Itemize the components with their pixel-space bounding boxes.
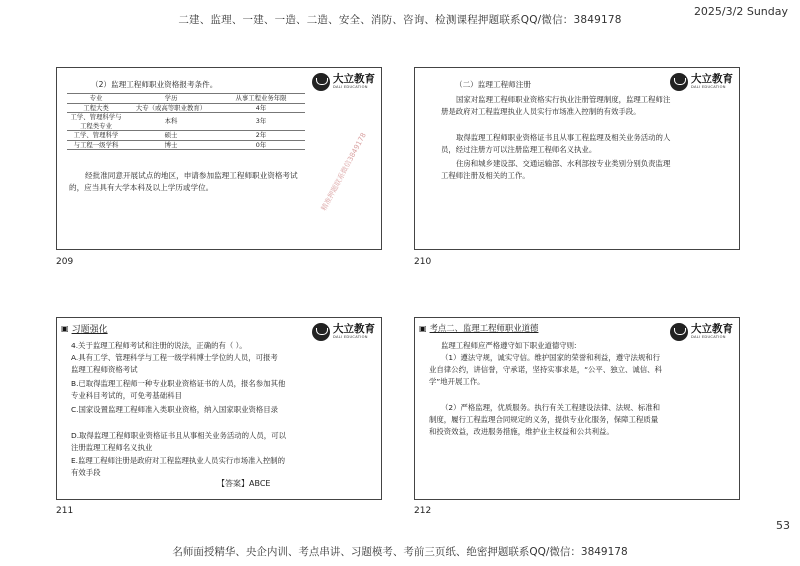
slide-number: 211 (56, 506, 74, 516)
logo-text: 大立教育 (691, 73, 733, 86)
table-cell: 硕士 (125, 131, 217, 141)
page-number: 53 (776, 519, 790, 532)
logo (670, 73, 733, 91)
page-header: 二建、监理、一建、一造、二造、安全、消防、咨询、检测课程押题联系QQ/微信：3849178 (178, 14, 622, 26)
book-icon: ▣ (61, 324, 69, 333)
logo-subtext: DALI EDUCATION (333, 334, 368, 339)
slide-paragraph: 住房和城乡建设部、交通运输部、水利部按专业类别分别负责监理工程师注册及相关的工作。 (441, 159, 671, 180)
logo-text: 大立教育 (691, 323, 733, 336)
slide-title: （2）监理工程师职业资格报考条件。 (91, 80, 218, 89)
requirements-table (67, 93, 305, 150)
section-title: 习题强化 (71, 325, 108, 335)
logo-icon (670, 73, 688, 91)
slide-title: （二）监理工程师注册 (455, 80, 531, 89)
table-cell: 0年 (217, 140, 305, 150)
slide-paragraph: （2）严格监理，优质服务。执行有关工程建设法律、法规、标准和制度，履行工程监理合同规定的义务，提供专业化服务，保障工程质量和投资效益，改进服务措施，维护业主权益和公共利益。 (429, 403, 661, 436)
section-title: 考点二、监理工程师职业道德 (429, 323, 539, 333)
slide-number: 209 (56, 257, 74, 267)
table-header: 从事工程业务年限 (217, 94, 305, 104)
table-cell: 3年 (217, 113, 305, 131)
logo-icon (312, 73, 330, 91)
section-heading (419, 322, 538, 334)
question-text: 4.关于监理工程师考试和注册的说法，正确的有（ ）。 (71, 341, 247, 350)
table-row (67, 131, 305, 141)
table-row (67, 140, 305, 150)
table-header: 专业 (67, 94, 125, 104)
logo (312, 73, 375, 91)
table-cell: 本科 (125, 113, 217, 131)
table-cell: 大专（或高等职业教育） (125, 103, 217, 113)
table-cell: 博士 (125, 140, 217, 150)
table-cell: 4年 (217, 103, 305, 113)
slide-paragraph: 取得监理工程师职业资格证书且从事工程监理及相关业务活动的人员，经过注册方可以注册监理工程师名义执业。 (441, 133, 671, 154)
logo-text: 大立教育 (333, 323, 375, 336)
slide-212 (414, 317, 740, 500)
slide-211 (56, 317, 382, 500)
logo-icon (312, 323, 330, 341)
page-footer: 名师面授精华、央企内训、考点串讲、习题模考、考前三页纸、绝密押题联系QQ/微信：3849178 (172, 546, 628, 558)
option-b: B.已取得监理工程师一种专业职业资格证书的人员，报名参加其他专业科目考试的，可免考基础科目 (71, 379, 286, 400)
table-row (67, 103, 305, 113)
table-cell: 工程大类 (67, 103, 125, 113)
slide-paragraph: （1）遵法守规，诚实守信。维护国家的荣誉和利益，遵守法规和行业自律公约，讲信誉，守承诺，坚持实事求是，“公平、独立、诚信、科学”地开展工作。 (429, 353, 662, 386)
slide-number: 210 (414, 257, 432, 267)
table-cell: 工学、管理科学 (67, 131, 125, 141)
section-heading (61, 322, 108, 335)
table-cell: 工学、管理科学与工程类专业 (67, 113, 125, 131)
logo-icon (670, 323, 688, 341)
option-c: C.国家设置监理工程师准入类职业资格，纳入国家职业资格目录 (71, 405, 279, 414)
logo-text: 大立教育 (333, 73, 375, 86)
date-label: 2025/3/2 Sunday (693, 5, 788, 18)
answer-text: 【答案】ABCE (217, 479, 271, 488)
book-icon: ▣ (419, 323, 427, 333)
logo-subtext: DALI EDUCATION (691, 84, 726, 89)
table-cell: 2年 (217, 131, 305, 141)
slide-paragraph: 经批准同意开展试点的地区，申请参加监理工程师职业资格考试的，应当具有大学本科及以上学历或学位。 (69, 171, 298, 192)
table-row (67, 113, 305, 131)
logo (670, 323, 733, 341)
option-d: D.取得监理工程师职业资格证书且从事相关业务活动的人员，可以注册监理工程师名义执业 (71, 431, 286, 452)
logo-subtext: DALI EDUCATION (691, 334, 726, 339)
slide-paragraph: 监理工程师应严格遵守如下职业道德守则: (441, 341, 577, 350)
slide-paragraph: 国家对监理工程师职业资格实行执业注册管理制度，监理工程师注册是政府对工程监理执业人员实行市场准入控制的有效手段。 (441, 95, 671, 116)
option-a: A.具有工学、管理科学与工程一级学科博士学位的人员，可报考监理工程师资格考试 (71, 353, 278, 374)
slide-209 (56, 67, 382, 250)
logo (312, 323, 375, 341)
option-e: E.监理工程师注册是政府对工程监理执业人员实行市场准入控制的有效手段 (71, 456, 285, 477)
table-cell: 与工程一级学科 (67, 140, 125, 150)
table-header: 学历 (125, 94, 217, 104)
watermark: 精准押题联系微信3849178 (319, 131, 368, 213)
slide-210 (414, 67, 740, 250)
logo-subtext: DALI EDUCATION (333, 84, 368, 89)
slide-number: 212 (414, 506, 432, 516)
